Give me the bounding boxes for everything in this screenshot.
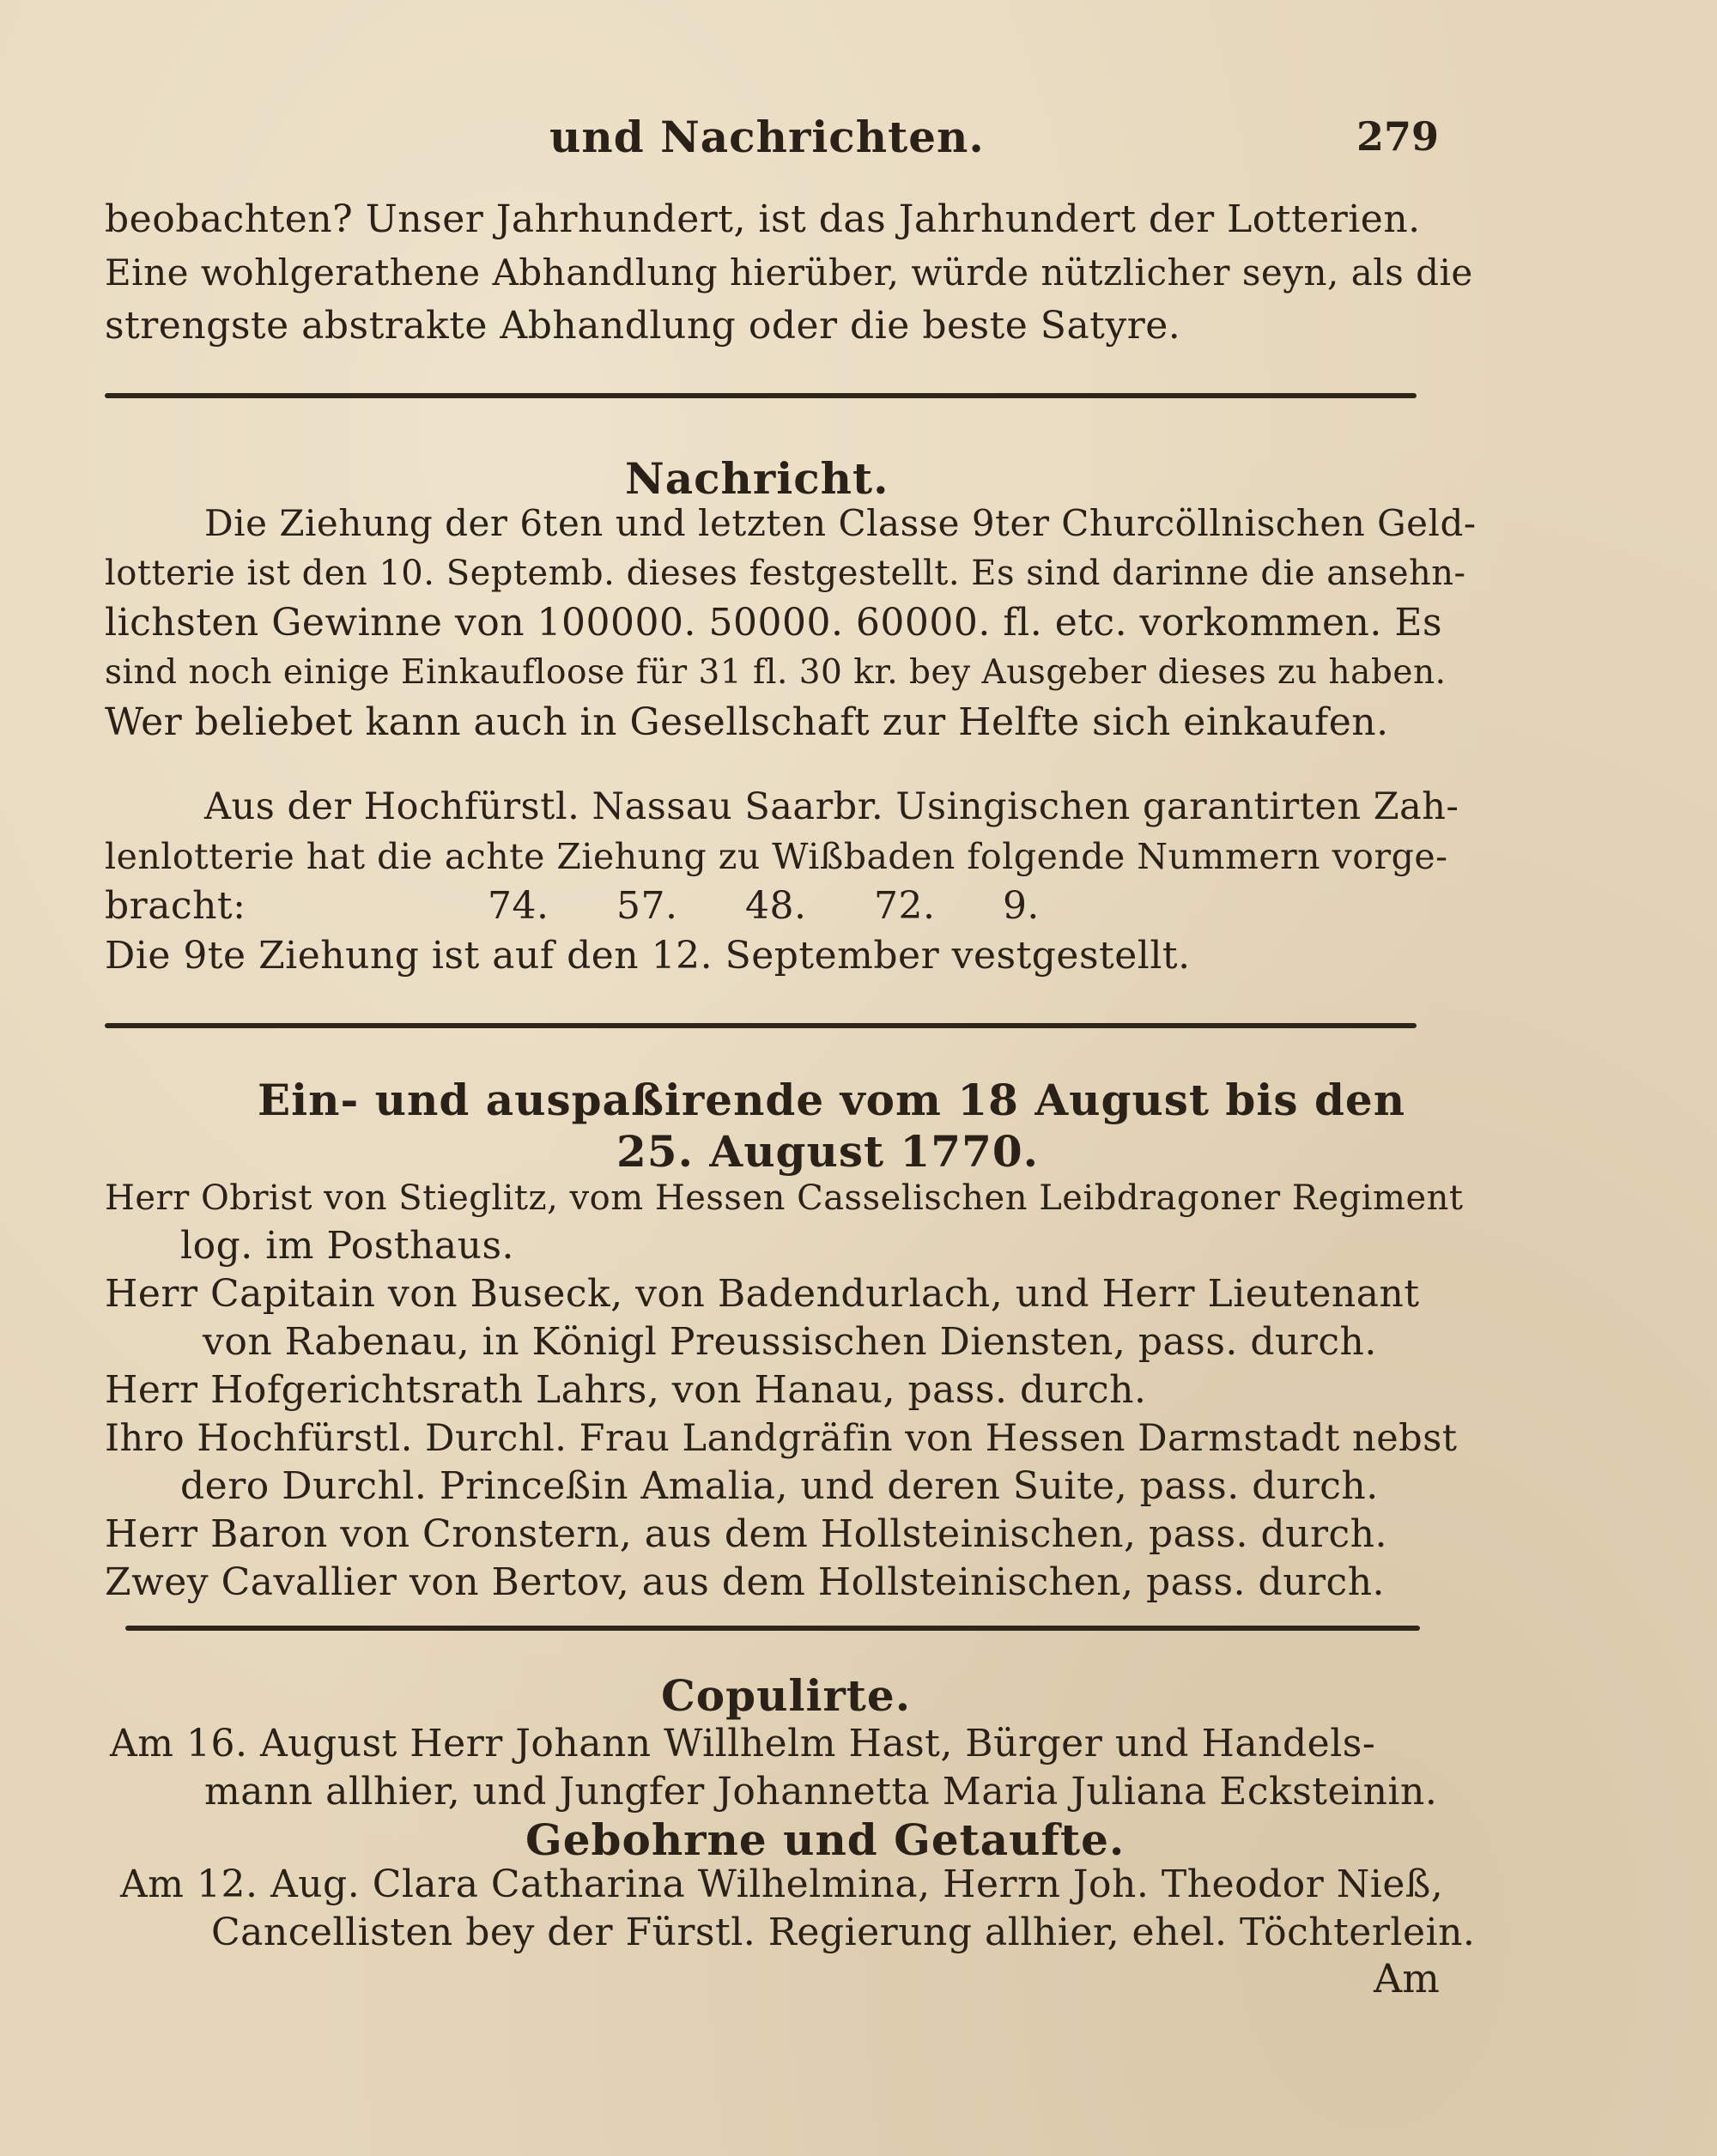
- section-divider-1: [105, 393, 1417, 398]
- gebohrne-line-1: Am 12. Aug. Clara Catharina Wilhelmina, Herrn Joh. Theodor Nieß,: [120, 1862, 1444, 1906]
- gebohrne-heading: Gebohrne und Getaufte.: [525, 1814, 1125, 1865]
- lotto-number: 72.: [873, 884, 936, 928]
- traveller-line-6: Ihro Hochfürstl. Durchl. Frau Landgräfin von Hessen Darmstadt nebst: [105, 1417, 1458, 1460]
- nachricht-line-4: sind noch einige Einkaufloose für 31 fl. 30 kr. bey Ausgeber dieses zu haben.: [105, 653, 1447, 692]
- lotto-number: 9.: [1002, 884, 1040, 928]
- copulirte-line-2: mann allhier, und Jungfer Johannetta Maria Juliana Ecksteinin.: [204, 1770, 1438, 1814]
- nachricht-line-3: lichsten Gewinne von 100000. 50000. 60000. fl. etc. vorkommen. Es: [105, 601, 1443, 645]
- next-draw-line: Die 9te Ziehung ist auf den 12. September vestgestellt.: [105, 934, 1191, 978]
- traveller-line-3: Herr Capitain von Buseck, von Badendurlach, und Herr Lieutenant: [105, 1272, 1420, 1316]
- section-divider-3: [125, 1626, 1420, 1631]
- running-head: und Nachrichten.: [549, 112, 985, 162]
- lotto-number: 48.: [744, 884, 807, 928]
- lotto-line-3: bracht:: [105, 884, 246, 928]
- traveller-line-1: Herr Obrist von Stieglitz, vom Hessen Casselischen Leibdragoner Regiment: [105, 1178, 1464, 1218]
- intro-line-1: beobachten? Unser Jahrhundert, ist das Jahrhundert der Lotterien.: [105, 197, 1421, 241]
- traveller-line-4: von Rabenau, in Königl Preussischen Diensten, pass. durch.: [203, 1320, 1377, 1364]
- intro-line-2: Eine wohlgerathene Abhandlung hierüber, würde nützlicher seyn, als die: [105, 251, 1473, 294]
- travellers-heading-line-1: Ein- und auspaßirende vom 18 August bis den: [258, 1075, 1406, 1125]
- copulirte-line-1: Am 16. August Herr Johann Willhelm Hast, Bürger und Handels-: [110, 1722, 1376, 1765]
- travellers-heading-line-2: 25. August 1770.: [616, 1126, 1040, 1177]
- copulirte-heading: Copulirte.: [661, 1670, 912, 1721]
- intro-line-3: strengste abstrakte Abhandlung oder die beste Satyre.: [105, 304, 1181, 348]
- lotto-number: 74.: [488, 884, 549, 928]
- traveller-line-9: Zwey Cavallier von Bertov, aus dem Hollsteinischen, pass. durch.: [105, 1560, 1386, 1604]
- catchword: Am: [1374, 1955, 1440, 2002]
- nachricht-line-5: Wer beliebet kann auch in Gesellschaft zur Helfte sich einkaufen.: [105, 700, 1389, 744]
- nachricht-line-2: lotterie ist den 10. Septemb. dieses festgestellt. Es sind darinne die ansehn-: [105, 554, 1466, 593]
- traveller-line-7: dero Durchl. Princeßin Amalia, und deren Suite, pass. durch.: [180, 1464, 1379, 1508]
- lotto-line-2: lenlotterie hat die achte Ziehung zu Wißbaden folgende Nummern vorge-: [105, 836, 1448, 877]
- lotto-numbers: [488, 882, 1095, 930]
- gebohrne-line-2: Cancellisten bey der Fürstl. Regierung allhier, ehel. Töchterlein.: [211, 1911, 1476, 1954]
- nachricht-line-1: Die Ziehung der 6ten und letzten Classe 9ter Churcöllnischen Geld-: [204, 502, 1477, 544]
- page-number: 279: [1356, 113, 1440, 160]
- lotto-line-1: Aus der Hochfürstl. Nassau Saarbr. Usingischen garantirten Zah-: [204, 785, 1459, 828]
- nachricht-heading: Nachricht.: [625, 453, 889, 504]
- traveller-line-8: Herr Baron von Cronstern, aus dem Hollsteinischen, pass. durch.: [105, 1512, 1388, 1556]
- section-divider-2: [105, 1023, 1417, 1028]
- traveller-line-2: log. im Posthaus.: [180, 1224, 515, 1268]
- lotto-number: 57.: [616, 884, 678, 928]
- traveller-line-5: Herr Hofgerichtsrath Lahrs, von Hanau, pass. durch.: [105, 1368, 1147, 1412]
